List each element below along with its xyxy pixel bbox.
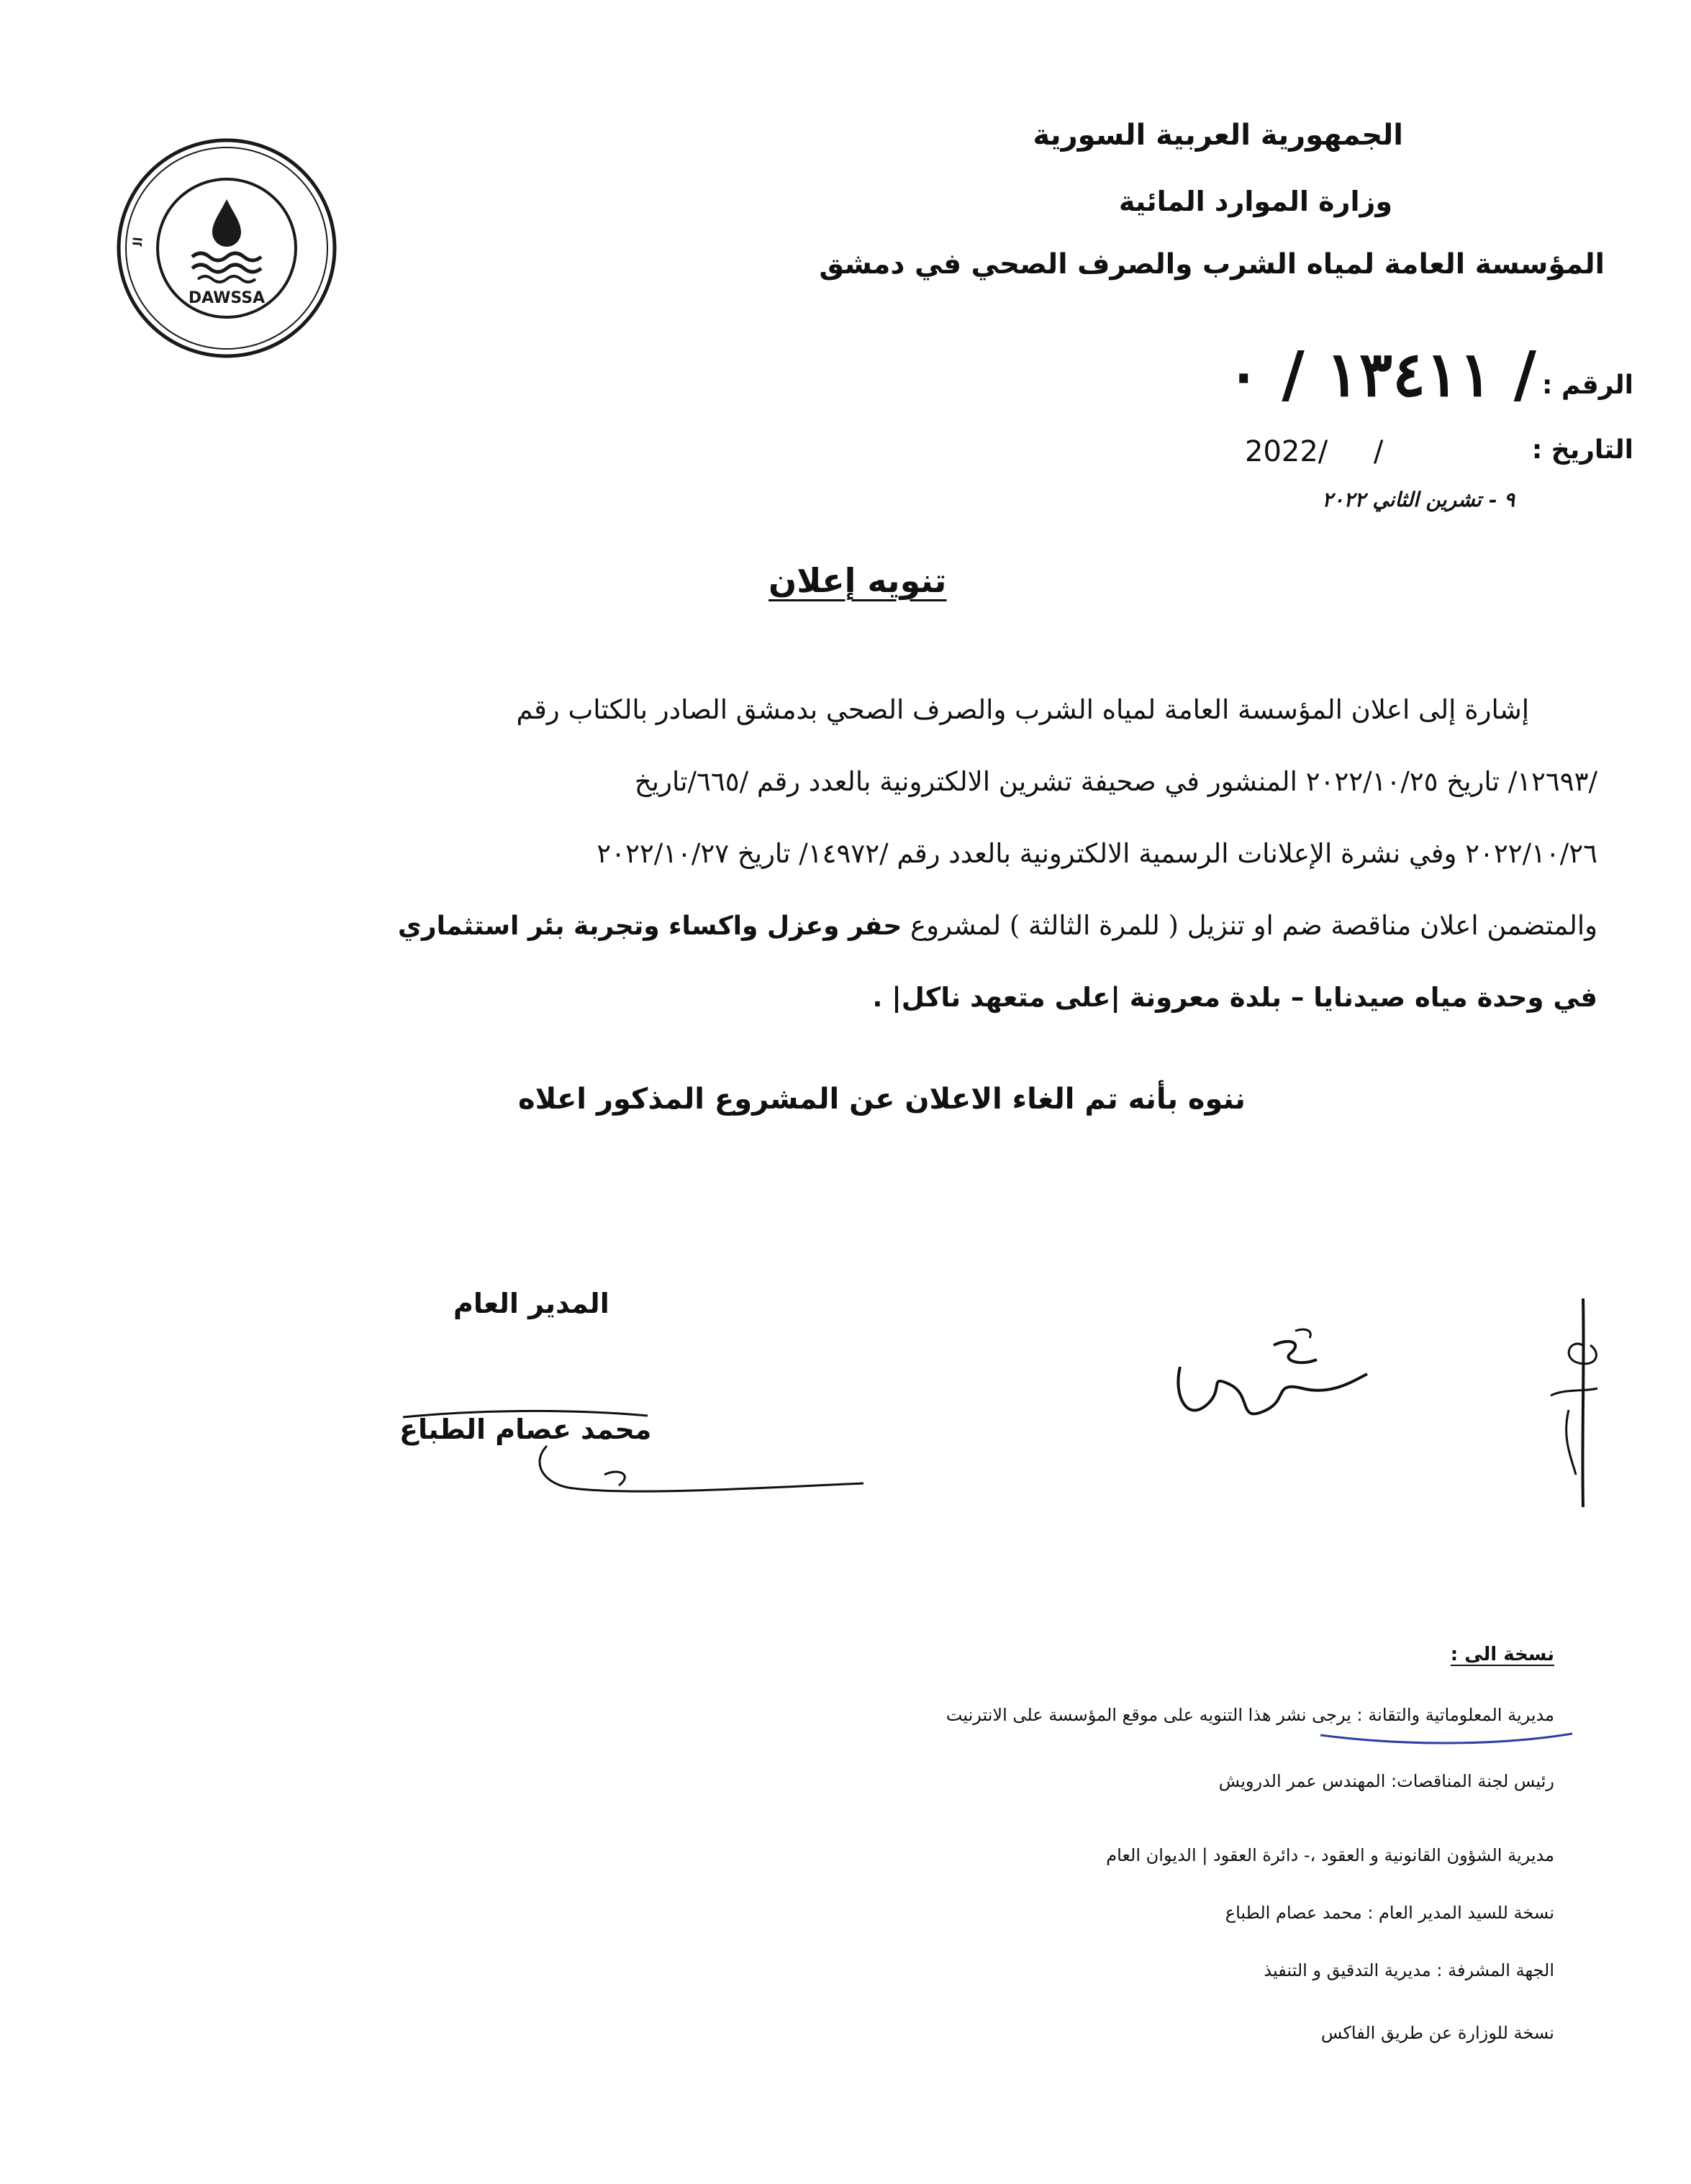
signatory-name: محمد عصام الطباع [399,1414,652,1445]
svg-text:المؤسسة العامة لمياه الشرب وال [112,133,146,247]
handwritten-signature [1166,1316,1382,1432]
seal-icon [112,133,342,363]
body-line-2: /١٢٦٩٣/ تاريخ ٢٠٢٢/١٠/٢٥ المنشور في صحيفة تشرين الالكترونية بالعدد رقم /٦٦٥/تاريخ [634,766,1597,797]
copy-item-2: رئيس لجنة المناقصات: المهندس عمر الدرويش [1218,1771,1554,1791]
date-value: 2022/ / [1245,435,1429,468]
water-drop-icon [212,199,241,247]
copy-item-1: مديرية المعلوماتية والتقانة : يرجى نشر هذا التنويه على موقع المؤسسة على الانترنيت [946,1705,1554,1725]
seal-ring-text: ال [131,236,146,247]
copy-item-1-underline [1317,1728,1576,1750]
body-line-3: ٢٠٢٢/١٠/٢٦ وفي نشرة الإعلانات الرسمية الالكترونية بالعدد رقم /١٤٩٧٢/ تاريخ ٢٠٢٢/١٠/٢٧ [597,838,1597,869]
reference-number-label: الرقم : [1542,370,1633,400]
project-title: حفر وعزل واكساء وتجربة بئر استثماري [397,911,902,941]
seal-abbreviation: DAWSSA [188,289,266,307]
body-line-4-regular: والمتضمن اعلان مناقصة ضم او تنزيل ( للمرة الثالثة ) لمشروع [902,910,1597,941]
cancellation-notice: ننوه بأنه تم الغاء الاعلان عن المشروع المذكور اعلاه [518,1083,1246,1116]
signature-title: المدير العام [453,1288,609,1319]
reference-number-value: / ١٣٤١١ / ٠ [1227,338,1536,411]
copy-item-3: مديرية الشؤون القانونية و العقود ،- دائرة العقود | الديوان العام [1106,1845,1554,1865]
letterhead-country: الجمهورية العربية السورية [1033,119,1403,152]
copy-item-5: الجهة المشرفة : مديرية التدقيق و التنفيذ [1264,1960,1554,1980]
body-line-5: في وحدة مياه صيدنايا – بلدة معرونة |على متعهد ناكل| . [872,982,1597,1013]
body-line-4 [398,910,1597,941]
letterhead-institution: المؤسسة العامة لمياه الشرب والصرف الصحي في دمشق [819,248,1605,281]
copies-heading: نسخة الى : [1450,1644,1554,1665]
page-title: تنويه إعلان [769,561,947,600]
institution-seal [112,133,342,363]
date-handwritten: ٩ - تشرين الثاني ٢٠٢٢ [1322,488,1515,511]
copy-item-4: نسخة للسيد المدير العام : محمد عصام الطباع [1225,1903,1554,1923]
signature-underline-scribble [389,1403,892,1518]
initial-mark [1540,1295,1612,1511]
letterhead-ministry: وزارة الموارد المائية [1118,186,1392,217]
copy-item-6: نسخة للوزارة عن طريق الفاكس [1320,2023,1554,2043]
body-line-1: إشارة إلى اعلان المؤسسة العامة لمياه الشرب والصرف الصحي بدمشق الصادر بالكتاب رقم [516,694,1529,725]
date-label: التاريخ : [1531,435,1633,465]
